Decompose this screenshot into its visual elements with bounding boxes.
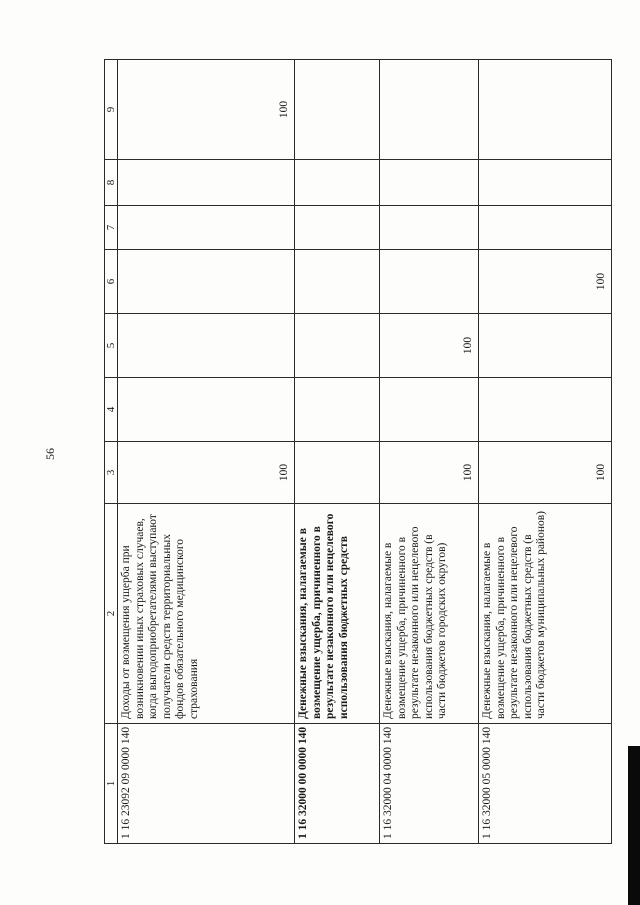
value-cell [295, 60, 380, 160]
description-cell: Доходы от возмещения ущерба при возникновении иных страховых случаев, когда выгодоприобретателями выступают получатели средств территориальных фондов обязательного медицинского страхования [118, 504, 295, 724]
value-cell [295, 160, 380, 206]
page-number: 56 [43, 448, 57, 460]
value-cell [479, 60, 612, 160]
value-cell [479, 206, 612, 250]
value-cell [118, 378, 295, 442]
value-cell: 100 [118, 442, 295, 504]
value-cell [118, 206, 295, 250]
value-cell: 100 [479, 250, 612, 314]
value-cell [380, 378, 479, 442]
description-cell: Денежные взыскания, налагаемые в возмещение ущерба, причиненного в результате незаконного или нецелевого использования бюджетных средств [295, 504, 380, 724]
value-cell [479, 378, 612, 442]
header-cell: 6 [105, 250, 118, 314]
rotated-table-wrapper [104, 60, 616, 844]
value-cell [479, 314, 612, 378]
budget-code-cell: 1 16 32000 04 0000 140 [380, 724, 479, 844]
value-cell [295, 378, 380, 442]
header-cell: 2 [105, 504, 118, 724]
header-cell: 5 [105, 314, 118, 378]
value-cell [380, 60, 479, 160]
table-row [118, 60, 295, 844]
description-cell: Денежные взыскания, налагаемые в возмещение ущерба, причиненного в результате незаконного или нецелевого использования бюджетных средств (в части бюджетов городских округов) [380, 504, 479, 724]
value-cell [118, 250, 295, 314]
header-cell: 8 [105, 160, 118, 206]
scan-edge-bar [628, 746, 640, 905]
header-cell: 3 [105, 442, 118, 504]
value-cell [118, 314, 295, 378]
budget-code-cell: 1 16 32000 00 0000 140 [295, 724, 380, 844]
value-cell [295, 442, 380, 504]
table-row [295, 60, 380, 844]
value-cell: 100 [380, 314, 479, 378]
value-cell [479, 160, 612, 206]
header-cell: 7 [105, 206, 118, 250]
header-cell: 9 [105, 60, 118, 160]
budget-code-cell: 1 16 23092 09 0000 140 [118, 724, 295, 844]
value-cell [380, 250, 479, 314]
budget-code-cell: 1 16 32000 05 0000 140 [479, 724, 612, 844]
header-row [105, 60, 118, 844]
table-row [380, 60, 479, 844]
value-cell [295, 250, 380, 314]
description-cell: Денежные взыскания, налагаемые в возмещение ущерба, причиненного в результате незаконного или нецелевого использования бюджетных средств (в части бюджетов муниципальных районов) [479, 504, 612, 724]
value-cell: 100 [118, 60, 295, 160]
value-cell [380, 206, 479, 250]
value-cell [295, 206, 380, 250]
value-cell [380, 160, 479, 206]
value-cell [295, 314, 380, 378]
value-cell: 100 [380, 442, 479, 504]
header-cell: 4 [105, 378, 118, 442]
value-cell [118, 160, 295, 206]
header-cell: 1 [105, 724, 118, 844]
table-row [479, 60, 612, 844]
budget-classification-table [104, 59, 612, 844]
value-cell: 100 [479, 442, 612, 504]
